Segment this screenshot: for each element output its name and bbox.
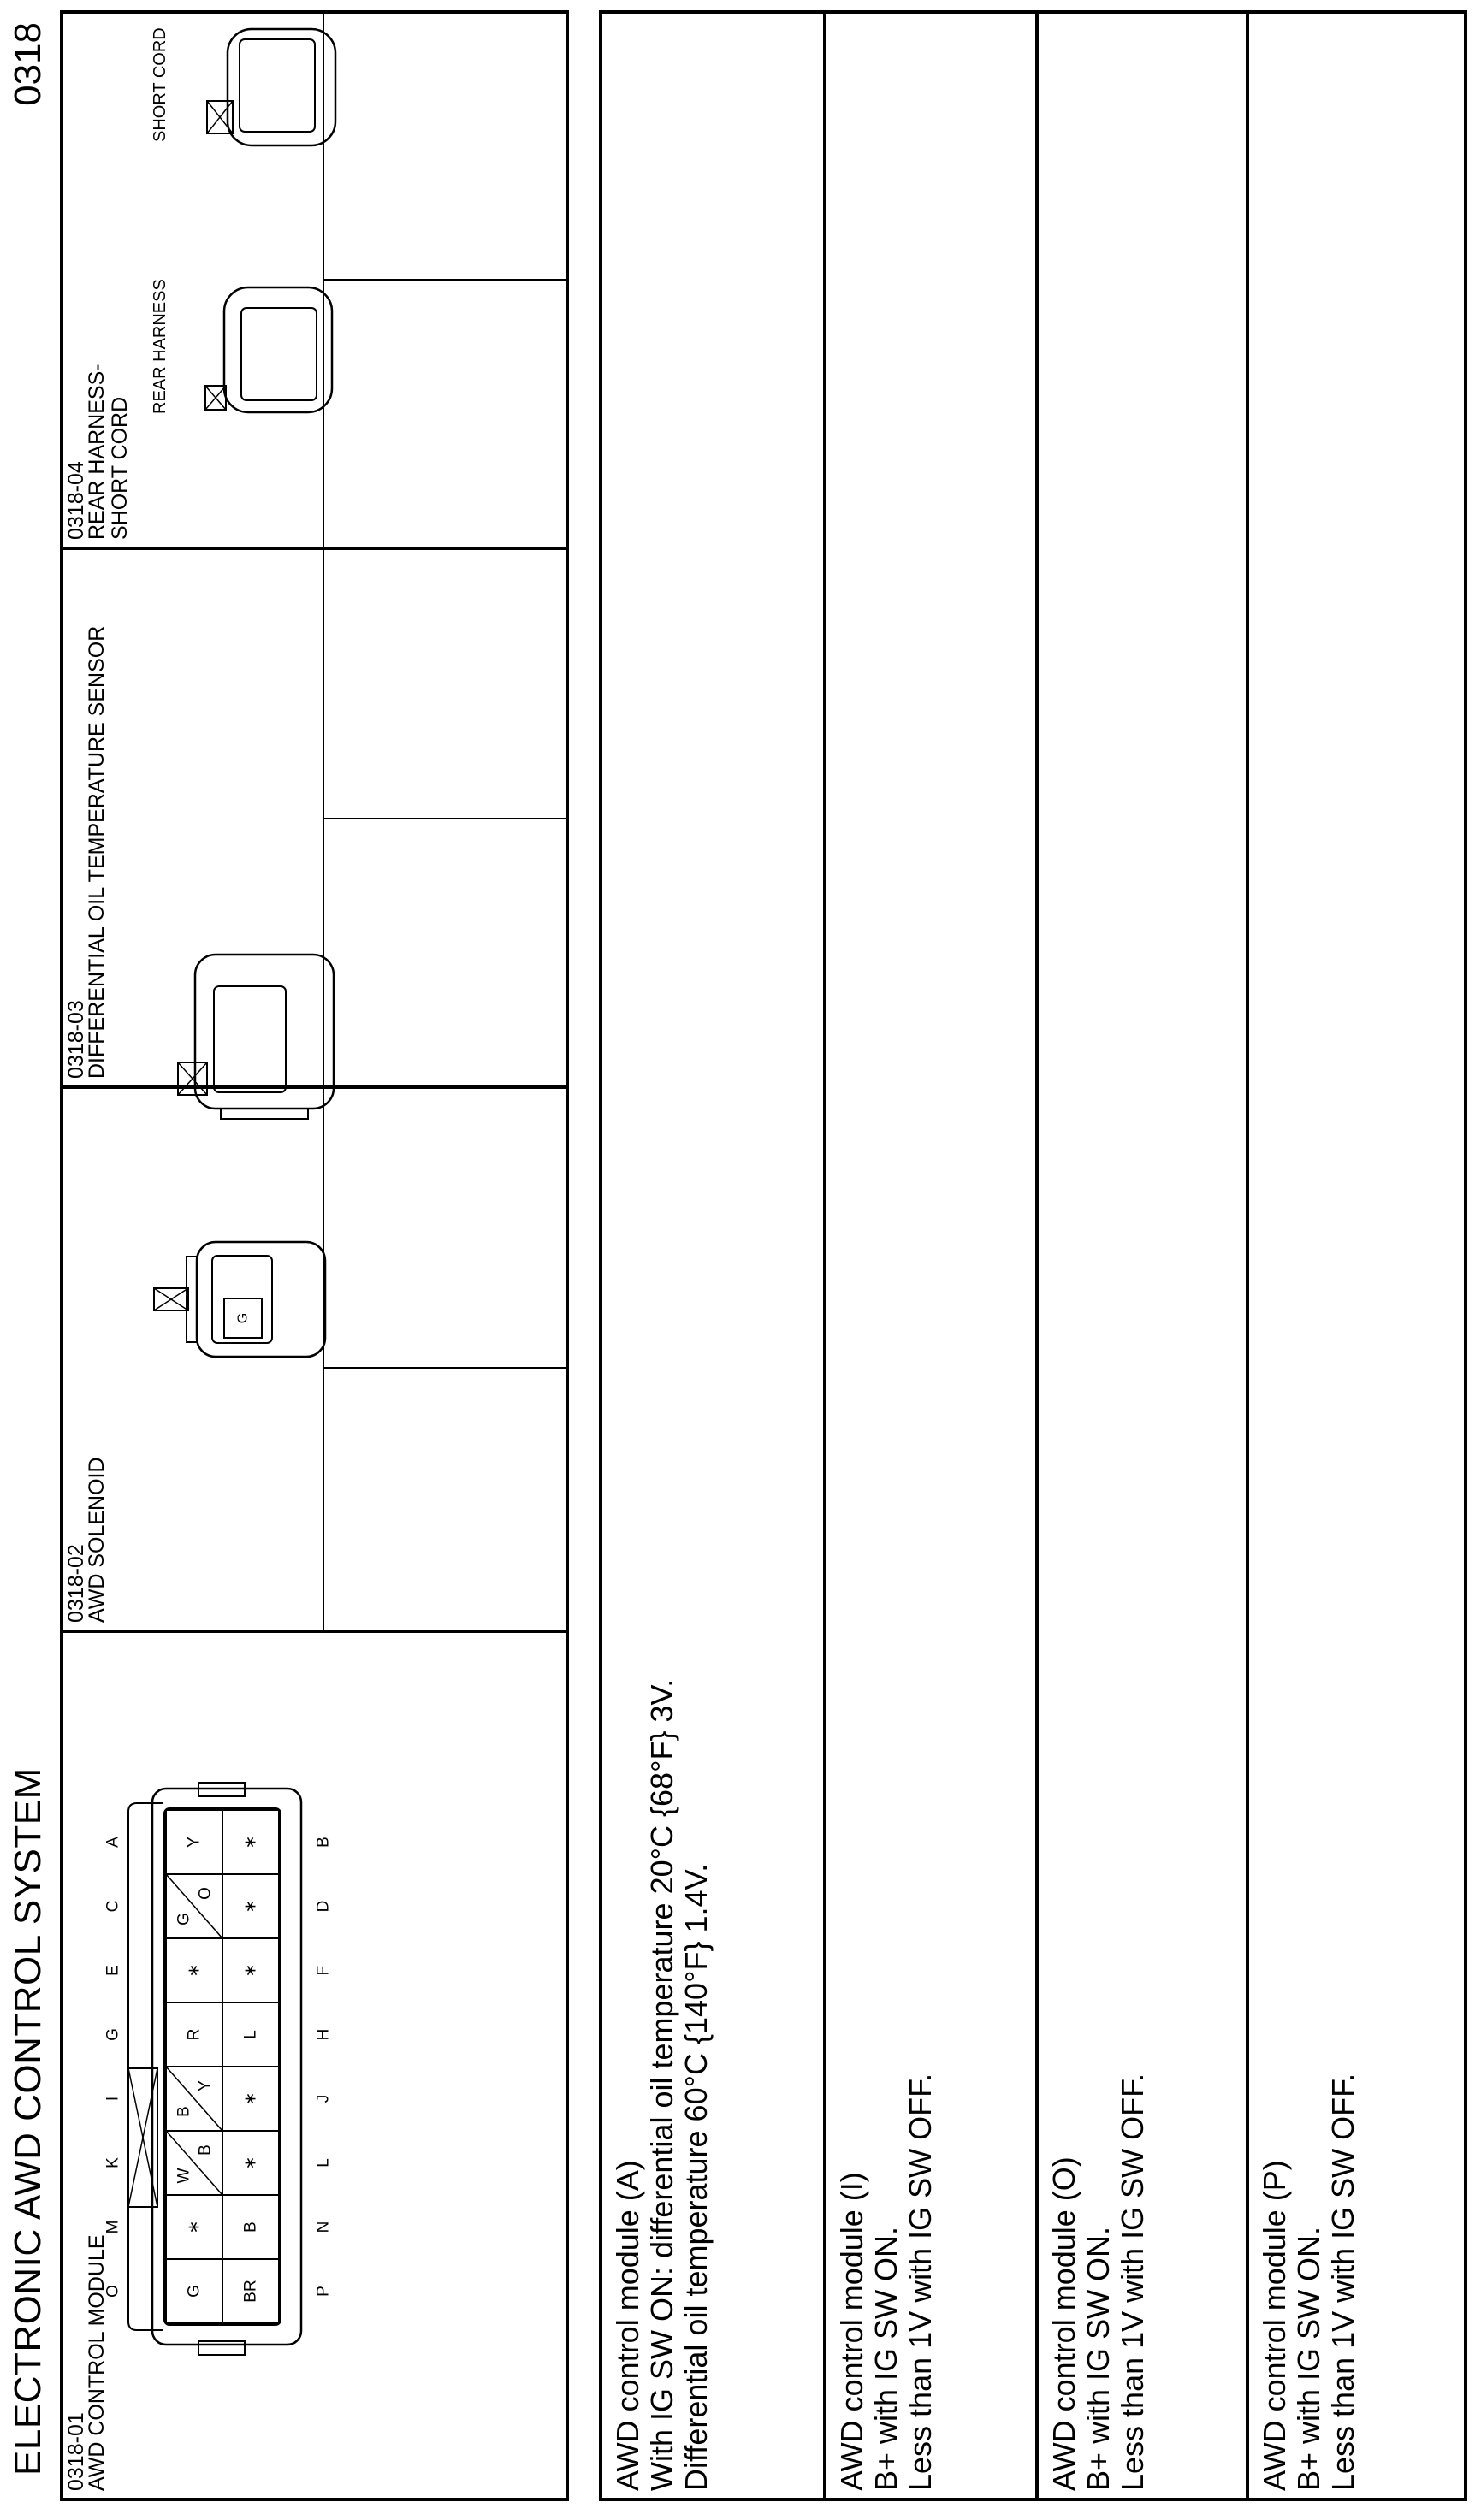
connector-name-awd-control-module: AWD CONTROL MODULE — [85, 2234, 109, 2491]
pin-bottom-0-color: BR — [241, 2280, 260, 2303]
rear-harness-face — [241, 308, 317, 400]
short-cord-housing — [228, 29, 335, 145]
pin-bottom-1-color: B — [241, 2221, 260, 2233]
note-line: B+ with IG SW ON. — [868, 2226, 903, 2491]
pin-letter-b: B — [314, 1837, 333, 1848]
pin-letter-o: O — [104, 2285, 122, 2298]
pin-top-6-color-b: O — [196, 1887, 215, 1900]
pin-top-5-color: ∗ — [185, 1963, 204, 1978]
pin-bottom-6-color: ∗ — [241, 1899, 260, 1914]
pin-top-3-color-b: Y — [196, 2080, 215, 2091]
short-cord-face — [240, 39, 315, 132]
note-line: Differential oil temperature 60°C {140°F} 1.4V. — [678, 1863, 714, 2491]
pin-letter-f: F — [314, 1965, 333, 1976]
page-number: 0318 — [7, 22, 49, 106]
note-heading: AWD control module (O) — [1046, 2156, 1081, 2491]
note-heading: AWD control module (I) — [834, 2172, 869, 2491]
connector-name-awd-solenoid: AWD SOLENOID — [85, 1457, 109, 1623]
pin-top-6-color-a: G — [175, 1913, 193, 1925]
note-awd-control-module-o — [1047, 2073, 1150, 2491]
solenoid-pin-0-color: G — [235, 1312, 251, 1324]
pin-top-3-color-a: B — [175, 2106, 193, 2117]
pin-letter-e: E — [104, 1965, 122, 1976]
note-line: B+ with IG SW ON. — [1291, 2226, 1326, 2491]
pin-letter-k: K — [104, 2157, 122, 2168]
pin-bottom-4-color: L — [241, 2030, 260, 2039]
notes-divider — [823, 10, 826, 2501]
pin-top-0-color: G — [185, 2285, 204, 2298]
pin-top-1-color: ∗ — [185, 2220, 204, 2234]
notes-divider — [1035, 10, 1039, 2501]
pin-bottom-5-color: ∗ — [241, 1963, 260, 1978]
connector-code-0318-04: 0318-04 — [64, 461, 88, 540]
note-line: Less than 1V with IG SW OFF. — [903, 2073, 938, 2491]
connector-name-differential-oil-temperature-sensor: DIFFERENTIAL OIL TEMPERATURE SENSOR — [85, 625, 109, 1079]
rear-harness-short-cord-connectors — [0, 0, 599, 2520]
note-awd-control-module-p — [1258, 2073, 1360, 2491]
note-awd-control-module-i — [835, 2073, 938, 2491]
short-cord-label: SHORT CORD — [151, 27, 169, 142]
note-line: Less than 1V with IG SW OFF. — [1115, 2073, 1150, 2491]
pin-letter-h: H — [314, 2028, 333, 2041]
rear-harness-label: REAR HARNESS — [151, 279, 169, 414]
pin-bottom-7-color: ∗ — [241, 1835, 260, 1849]
pin-letter-m: M — [104, 2220, 122, 2234]
pin-letter-p: P — [314, 2286, 333, 2297]
pin-letter-l: L — [314, 2158, 333, 2168]
pin-letter-j: J — [314, 2094, 333, 2103]
note-line: Less than 1V with IG SW OFF. — [1325, 2073, 1360, 2491]
pin-top-2-color-a: W — [175, 2168, 193, 2184]
pin-bottom-3-color: ∗ — [241, 2091, 260, 2106]
pin-top-2-color-b: B — [196, 2144, 215, 2156]
connector-code-0318-01: 0318-01 — [64, 2412, 88, 2491]
connector-code-0318-02: 0318-02 — [64, 1544, 88, 1623]
pin-top-7-color: Y — [185, 1837, 204, 1848]
note-awd-control-module-a — [611, 1679, 714, 2491]
pin-top-4-color: R — [185, 2028, 204, 2041]
note-line: With IG SW ON: differential oil temperature 20°C {68°F} 3V. — [644, 1678, 679, 2491]
note-heading: AWD control module (P) — [1257, 2160, 1292, 2491]
note-line: B+ with IG SW ON. — [1081, 2226, 1116, 2491]
note-heading: AWD control module (A) — [610, 2160, 645, 2491]
pin-letter-g: G — [104, 2028, 122, 2041]
pin-letter-i: I — [104, 2096, 122, 2102]
connector-name-rear-harness-short-cord: REAR HARNESS- SHORT CORD — [85, 364, 132, 540]
notes-divider — [1246, 10, 1249, 2501]
pin-letter-c: C — [104, 1900, 122, 1913]
connector-code-0318-03: 0318-03 — [64, 1000, 88, 1079]
pin-letter-a: A — [104, 1837, 122, 1848]
pin-letter-d: D — [314, 1900, 333, 1913]
pin-bottom-2-color: ∗ — [241, 2156, 260, 2170]
page-title: ELECTRONIC AWD CONTROL SYSTEM — [7, 1767, 49, 2476]
pin-letter-n: N — [314, 2221, 333, 2233]
